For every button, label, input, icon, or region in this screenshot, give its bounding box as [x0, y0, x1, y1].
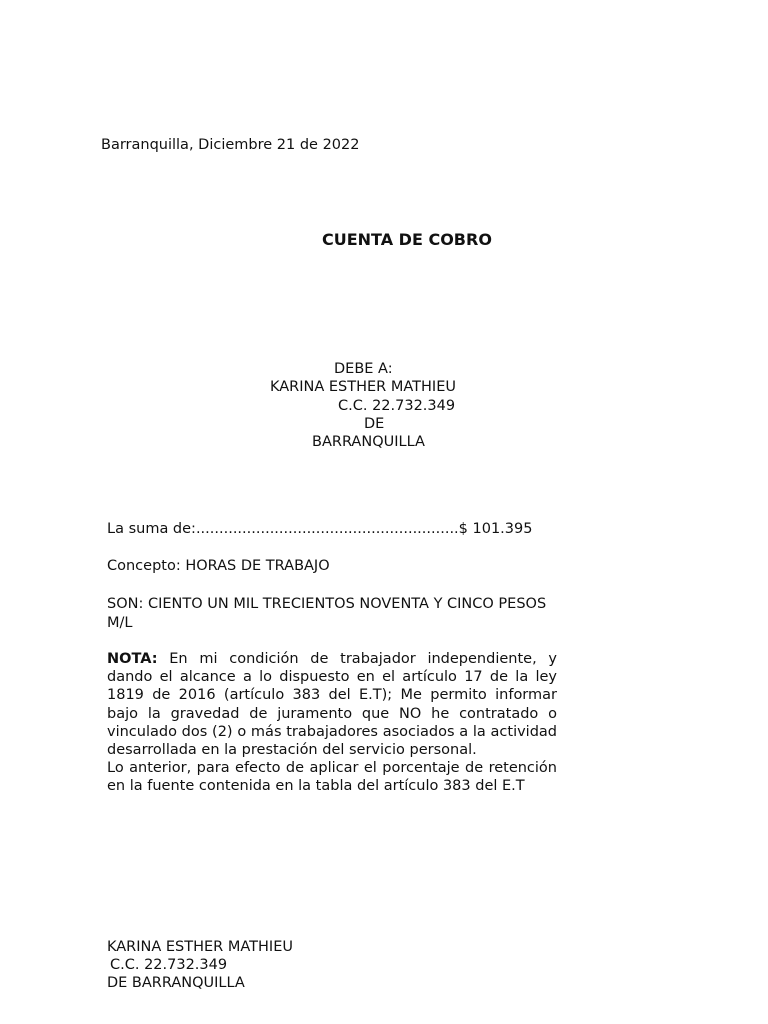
signature-name: KARINA ESTHER MATHIEU	[107, 939, 293, 955]
amount-in-words: SON: CIENTO UN MIL TRECIENTOS NOVENTA Y CINCO PESOS M/L	[107, 596, 547, 631]
document-title: CUENTA DE COBRO	[322, 230, 492, 249]
signature-block	[107, 938, 293, 992]
debe-city: BARRANQUILLA	[312, 434, 425, 450]
date-line: Barranquilla, Diciembre 21 de 2022	[101, 137, 360, 153]
debe-de: DE	[364, 416, 385, 432]
debe-cc: C.C. 22.732.349	[338, 398, 456, 414]
note-label: NOTA:	[107, 651, 158, 667]
debe-label: DEBE A:	[334, 361, 393, 377]
signature-city: DE BARRANQUILLA	[107, 975, 245, 991]
note-paragraph	[107, 650, 557, 796]
signature-cc: C.C. 22.732.349	[110, 957, 228, 973]
debe-name: KARINA ESTHER MATHIEU	[270, 379, 456, 395]
concept-line: Concepto: HORAS DE TRABAJO	[107, 558, 330, 574]
note-text: En mi condición de trabajador independiente, y dando el alcance a lo dispuesto en el artículo 17 de la ley 1819 de 2016 (artículo 383 del E.T); Me permito informar bajo la gravedad de juramento que NO he contratado o vinculado dos (2) o más trabajadores asociados a la actividad desarrollada en la prestación del servicio personal.	[107, 651, 557, 759]
amount-line: La suma de:.........................................................$ 101.395	[107, 521, 533, 537]
note-text-2: Lo anterior, para efecto de aplicar el porcentaje de retención en la fuente contenida en la tabla del artículo 383 del E.T	[107, 760, 557, 795]
